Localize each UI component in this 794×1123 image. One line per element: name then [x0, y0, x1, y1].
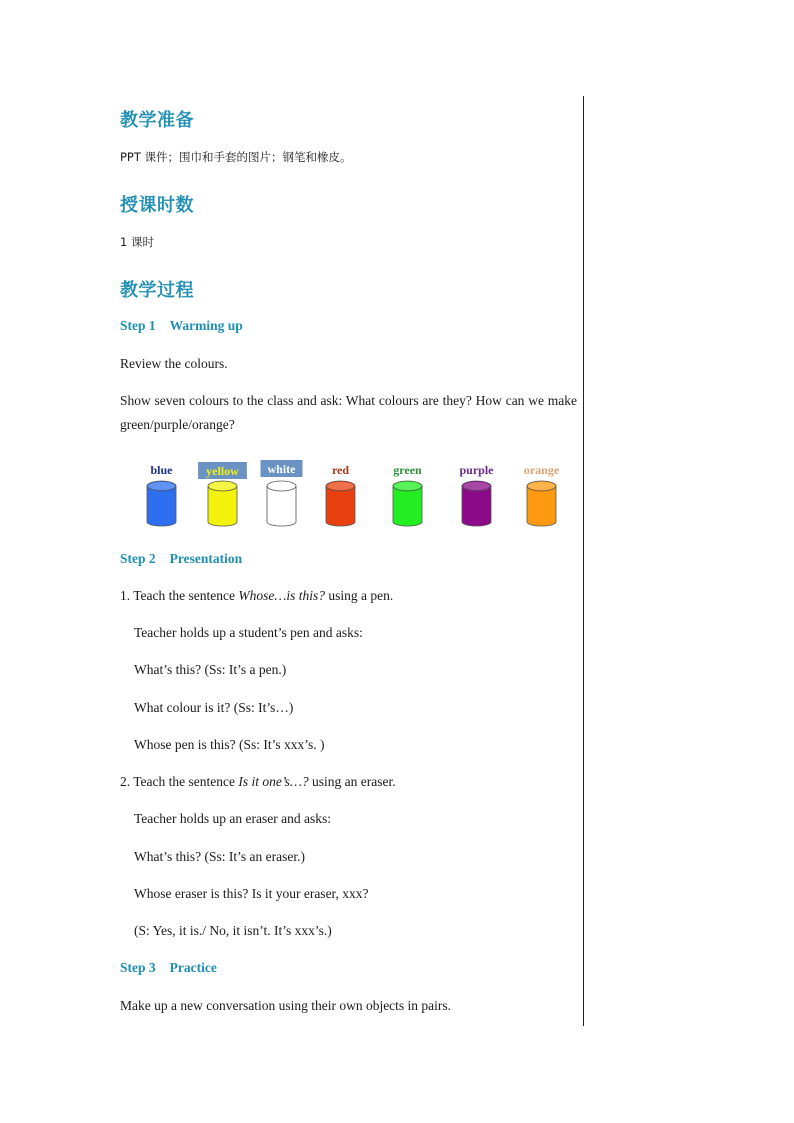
cup-label-green: green: [393, 463, 422, 477]
step1-title: Warming up: [169, 318, 243, 333]
step2-title: Presentation: [169, 551, 243, 566]
colour-cups-figure: [140, 460, 580, 530]
step3-label: Step 3: [120, 960, 156, 975]
step2-line-3: What’s this? (Ss: It’s a pen.): [134, 662, 287, 677]
cup-body: [527, 486, 556, 526]
cup-yellow: [198, 462, 247, 526]
cup-label-purple: purple: [459, 463, 494, 477]
cup-rim-highlight: [463, 482, 490, 490]
cup-rim-highlight: [268, 482, 295, 490]
cup-body: [462, 486, 491, 526]
step2-line-1: [120, 584, 393, 608]
cup-label-blue: blue: [150, 463, 173, 477]
step1-review: Review the colours.: [120, 356, 228, 371]
cup-rim-highlight: [394, 482, 421, 490]
cup-rim-highlight: [528, 482, 555, 490]
step2-line-2: Teacher holds up a student’s pen and asks:: [134, 625, 363, 640]
step3-title: Practice: [169, 960, 217, 975]
cup-orange: [524, 463, 560, 526]
cup-red: [326, 463, 355, 526]
step2-line-8: What’s this? (Ss: It’s an eraser.): [134, 849, 305, 864]
step1-label: Step 1: [120, 318, 156, 333]
cup-body: [147, 486, 176, 526]
cup-label-white: white: [267, 462, 296, 476]
heading-teaching-process: 教学过程: [120, 280, 194, 301]
cup-rim-highlight: [327, 482, 354, 490]
text-run: 1. Teach the sentence: [120, 588, 239, 603]
sentence-pattern: Is it one’s…?: [238, 774, 309, 789]
cup-label-red: red: [331, 463, 350, 477]
step2-line-9: Whose eraser is this? Is it your eraser, xxx?: [134, 886, 369, 901]
step2-line-10: (S: Yes, it is./ No, it isn’t. It’s xxx’s.): [134, 923, 332, 938]
heading-teaching-prep: 教学准备: [120, 110, 194, 131]
cup-rim-highlight: [209, 482, 236, 490]
text-run: using a pen.: [325, 588, 394, 603]
cup-rim-highlight: [148, 482, 175, 490]
cup-body: [326, 486, 355, 526]
heading-class-hours: 授课时数: [120, 195, 194, 216]
page-margin-rule: [583, 96, 584, 1026]
step1-show-colours: Show seven colours to the class and ask: What colours are they? How can we make green/purple/orange?: [120, 393, 577, 432]
text-run: using an eraser.: [308, 774, 396, 789]
step2-line-7: Teacher holds up an eraser and asks:: [134, 811, 331, 826]
sentence-pattern: Whose…is this?: [238, 588, 326, 603]
step3-text: Make up a new conversation using their own objects in pairs.: [120, 998, 452, 1013]
cup-green: [393, 463, 422, 526]
cup-purple: [459, 463, 494, 526]
cup-white: [261, 460, 303, 526]
step2-line-4: What colour is it? (Ss: It’s…): [134, 700, 294, 715]
cup-body: [208, 486, 237, 526]
cup-label-orange: orange: [523, 463, 560, 477]
colour-cups-illustration: [140, 460, 580, 530]
step3-heading: [120, 960, 217, 976]
cup-blue: [147, 463, 176, 526]
step2-heading: [120, 551, 242, 567]
step2-line-6: [120, 770, 396, 794]
cup-body: [267, 486, 296, 526]
text-run: 2. Teach the sentence: [120, 774, 239, 789]
prep-text: PPT 课件；围巾和手套的图片；钢笔和橡皮。: [120, 150, 352, 164]
step2-line-5: Whose pen is this? (Ss: It’s xxx’s. ): [134, 737, 325, 752]
cup-body: [393, 486, 422, 526]
step1-heading: [120, 318, 243, 334]
step2-label: Step 2: [120, 551, 156, 566]
cup-label-yellow: yellow: [206, 464, 239, 478]
hours-text: 1 课时: [120, 235, 154, 249]
